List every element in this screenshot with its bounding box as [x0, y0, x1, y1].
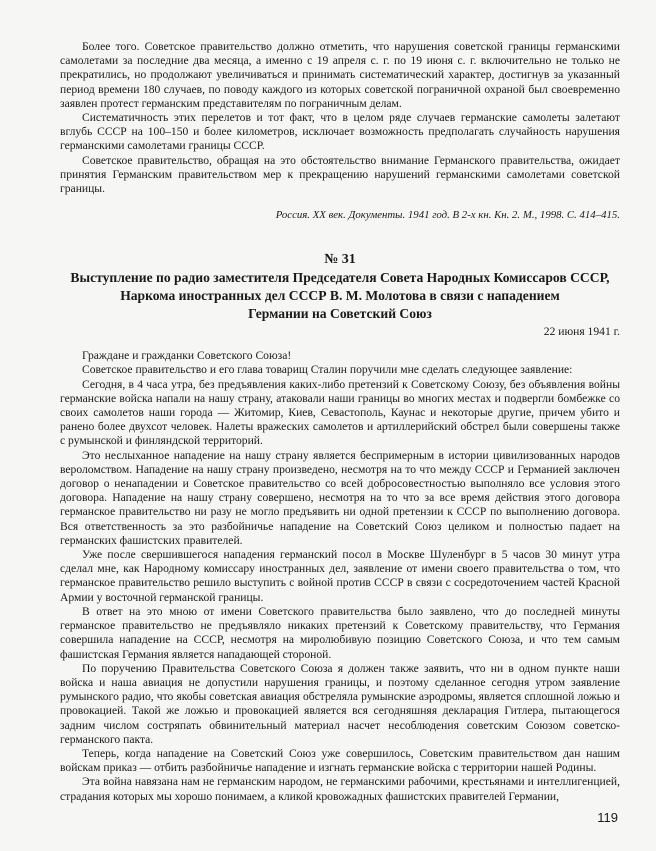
paragraph: Сегодня, в 4 часа утра, без предъявления каких-либо претензий к Советскому Союзу, без объявления войны германские войска напали на нашу страну, атаковали наши границы во многих местах и подвергли бомбежке со своих самолетов наши города — Житомир, Киев, Севастополь, Каунас и некоторые другие, причем убито и ранено более двухсот человек. Налеты вражеских самолетов и артиллерийский обстрел были совершены также с румынской и финляндской территорий.: [60, 377, 620, 448]
paragraph: В ответ на это мною от имени Советского правительства было заявлено, что до последней минуты германское правительство не предъявляло никаких претензий к Советскому правительству, что Германия совершила нападение на СССР, несмотря на миролюбивую позицию Советского Союза, и что тем самым фашистская Германия является нападающей стороной.: [60, 604, 620, 661]
page-number: 119: [597, 810, 618, 825]
source-citation: Россия. XX век. Документы. 1941 год. В 2-х кн. Кн. 2. М., 1998. С. 414–415.: [275, 209, 620, 222]
paragraph: Систематичность этих перелетов и тот факт, что в целом ряде случаев германские самолеты залетают вглубь СССР на 100–150 и более километров, исключает возможность предполагать случайность нарушения германскими самолетами границы СССР.: [60, 111, 620, 153]
paragraph: Уже после свершившегося нападения германский посол в Москве Шуленбург в 5 часов 30 минут утра сделал мне, как Народному комиссару иностранных дел, заявление от имени своего правительства о том, что германское правительство решило выступить с войной против СССР в связи с сосредоточением частей Красной Армии у восточной германской границы.: [60, 548, 620, 604]
paragraph: Советское правительство и его глава товарищ Сталин поручили мне сделать следующее заявление:: [82, 363, 573, 377]
paragraph: Теперь, когда нападение на Советский Союз уже совершилось, Советским правительством дан нашим войскам приказ — отбить разбойничье нападение и изгнать германские войска с территории нашей Родины.: [60, 746, 620, 775]
paragraph: По поручению Правительства Советского Союза я должен также заявить, что ни в одном пункте наши войска и наша авиация не допустили нарушения границы, и поэтому сделанное сегодня утром заявление румынского радио, что якобы советская авиация обстреляла румынские аэродромы, является сплошной ложью и провокацией. Такой же ложью и провокацией является вся сегодняшняя декларация Гитлера, пытающегося задним числом состряпать обвинительный материал насчет несоблюдения советским Союзом советско-германского пакта.: [60, 661, 620, 746]
document-title: [60, 270, 620, 322]
speech-text: [60, 349, 620, 804]
intro-text: [60, 40, 620, 196]
paragraph: Советское правительство, обращая на это обстоятельство внимание Германского правительства, ожидает принятия Германским правительством мер к прекращению нарушений германскими самолетами советской границы.: [60, 153, 620, 196]
paragraph: Это неслыханное нападение на нашу страну является беспримерным в истории цивилизованных народов вероломством. Нападение на нашу страну произведено, несмотря на то что между СССР и Германией заключен договор о ненападении и Советское правительство со всей добросовестностью выполняло все условия этого договора. Нападение на нашу страну совершено, несмотря на то что за все время действия этого договора германское правительство ни разу не могло предъявить ни одной претензии к СССР по выполнению договора. Вся ответственность за это разбойничье нападение на Советский Союз целиком и полностью падает на германских фашистских правителей.: [60, 448, 620, 547]
document-title-line: Наркома иностранных дел СССР В. М. Молотова в связи с нападением: [120, 288, 560, 304]
paragraph: Граждане и гражданки Советского Союза!: [82, 349, 292, 363]
document-number: № 31: [324, 252, 356, 268]
document-title-line: Выступление по радио заместителя Председателя Совета Народных Комиссаров СССР,: [70, 270, 610, 286]
document-title-line: Германии на Советский Союз: [248, 306, 432, 322]
paragraph: Эта война навязана нам не германским народом, не германскими рабочими, крестьянами и интеллигенцией, страдания которых мы хорошо понимаем, а кликой кровожадных фашистских правителей Германии,: [60, 775, 620, 803]
paragraph: Более того. Советское правительство должно отметить, что нарушения советской границы германскими самолетами за последние два месяца, а именно с 19 апреля с. г. по 19 июня с. г. включительно не только не прекратились, но продолжают увеличиваться и принимать систематический характер, достигнув за указанный период времени 180 случаев, по поводу каждого из которых советской пограничной охраной был своевременно заявлен протест германским представителям по пограничным делам.: [60, 40, 620, 110]
document-date: 22 июня 1941 г.: [543, 325, 620, 339]
